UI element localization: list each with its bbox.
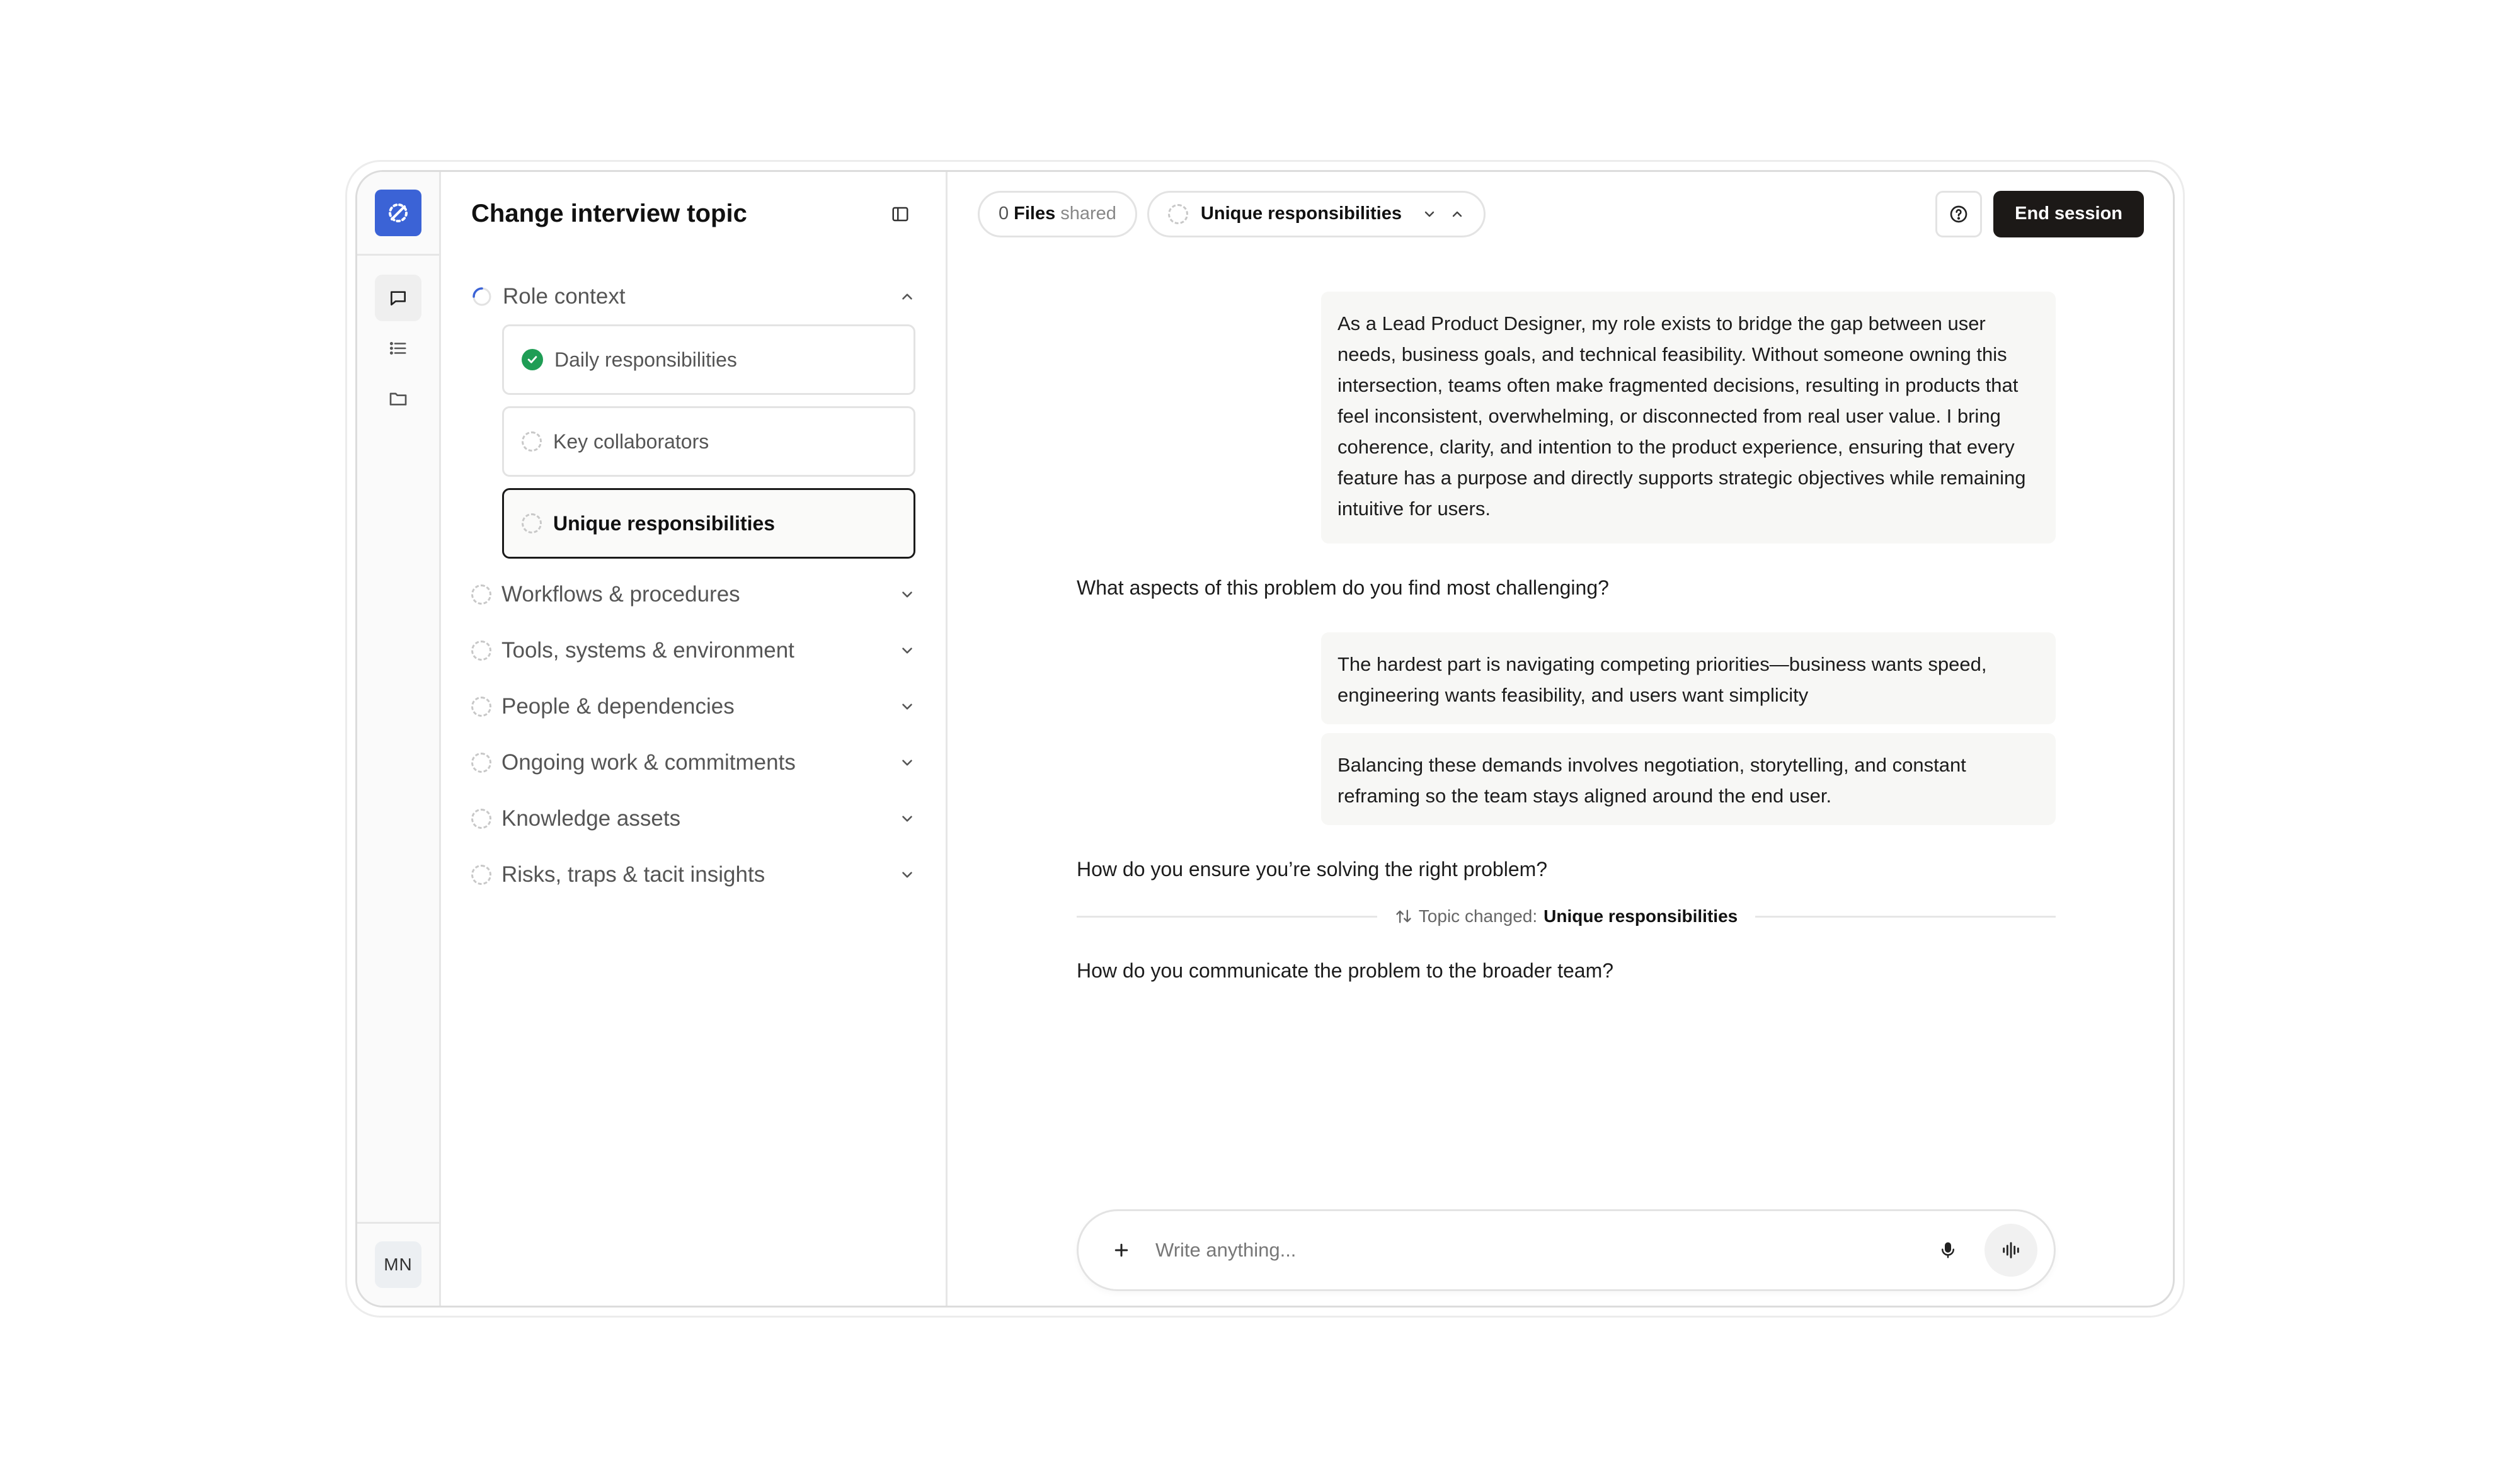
help-icon — [1949, 204, 1969, 224]
chevron-down-icon — [899, 811, 915, 827]
topic-label: Tools, systems & environment — [501, 637, 794, 663]
topic-label: People & dependencies — [501, 693, 735, 719]
swap-icon — [1395, 908, 1412, 925]
voice-mode-button[interactable] — [1984, 1224, 2037, 1277]
pending-circle-icon — [1168, 204, 1188, 224]
chevron-down-icon — [899, 867, 915, 883]
pending-circle-icon — [471, 809, 491, 829]
files-suffix: shared — [1060, 203, 1116, 224]
topic-ongoing-work-commitments[interactable] — [471, 734, 915, 790]
assistant-question: How do you communicate the problem to the broader team? — [1077, 959, 1614, 982]
chat-icon — [388, 288, 408, 308]
user-avatar[interactable]: MN — [375, 1241, 421, 1288]
sidebar-title: Change interview topic — [471, 200, 747, 227]
subtopic-daily-responsibilities[interactable] — [502, 324, 915, 395]
list-icon — [389, 339, 408, 358]
topic-changed-divider — [1077, 906, 2056, 926]
user-message: The hardest part is navigating competing priorities—business wants speed, engineering wants feasibility, and users want simplicity — [1321, 632, 2056, 724]
folder-icon — [388, 389, 408, 409]
subtopic-list — [471, 324, 915, 559]
files-count: 0 — [999, 203, 1009, 224]
chat-nav-button[interactable] — [375, 275, 421, 321]
topic-changed-prefix: Topic changed: — [1418, 906, 1538, 926]
end-session-button[interactable]: End session — [1993, 191, 2144, 237]
pending-circle-icon — [471, 753, 491, 773]
collapse-sidebar-button[interactable] — [885, 199, 915, 229]
topic-role-context[interactable] — [471, 268, 915, 324]
subtopic-label: Unique responsibilities — [553, 511, 776, 535]
attach-button[interactable] — [1108, 1236, 1135, 1264]
chat-thread — [1077, 292, 2056, 986]
topic-tools-systems-environment[interactable] — [471, 622, 915, 678]
topic-list — [441, 256, 946, 903]
user-message: Balancing these demands involves negotiation, storytelling, and constant reframing so the team stays aligned around the end user. — [1321, 733, 2056, 825]
user-message: As a Lead Product Designer, my role exists to bridge the gap between user needs, business goals, and technical feasibility. Without someone owning this intersection, teams often make fragmented decisions, resulting in products that feel inconsistent, overwhelming, or disconnected from real user value. I bring coherence, clarity, and intention to the product experience, ensuring that every feature has a purpose and directly supports strategic objectives while remaining intuitive for users. — [1321, 292, 2056, 544]
chevron-down-icon — [899, 755, 915, 771]
subtopic-label: Key collaborators — [553, 430, 709, 453]
topic-selector[interactable] — [1147, 191, 1486, 237]
pending-circle-icon — [471, 865, 491, 885]
subtopic-label: Daily responsibilities — [554, 348, 737, 371]
chevron-down-icon[interactable] — [1422, 207, 1437, 222]
topic-knowledge-assets[interactable] — [471, 790, 915, 846]
topic-sidebar — [441, 172, 948, 1306]
assistant-question: How do you ensure you’re solving the right problem? — [1077, 858, 1548, 880]
topic-risks-traps-tacit-insights[interactable] — [471, 846, 915, 903]
microphone-icon — [1939, 1241, 1957, 1260]
rail-header — [357, 172, 439, 256]
topic-label: Role context — [503, 283, 626, 309]
app-logo[interactable] — [375, 190, 421, 236]
topic-workflows-procedures[interactable] — [471, 566, 915, 622]
topic-changed-value: Unique responsibilities — [1544, 906, 1738, 926]
pending-circle-icon — [522, 431, 542, 452]
logo-icon — [386, 200, 411, 225]
sidebar-header — [441, 172, 946, 256]
pending-circle-icon — [471, 697, 491, 717]
list-nav-button[interactable] — [375, 325, 421, 372]
chevron-down-icon — [899, 698, 915, 715]
topic-people-dependencies[interactable] — [471, 678, 915, 734]
check-circle-icon — [522, 349, 543, 370]
audio-waveform-icon — [2000, 1239, 2022, 1261]
message-input[interactable] — [1155, 1239, 1929, 1262]
files-nav-button[interactable] — [375, 375, 421, 422]
microphone-button[interactable] — [1929, 1231, 1967, 1269]
help-button[interactable] — [1935, 191, 1982, 237]
in-progress-icon — [471, 286, 493, 307]
rail-footer — [357, 1222, 439, 1306]
subtopic-key-collaborators[interactable] — [502, 406, 915, 477]
topic-label: Risks, traps & tacit insights — [501, 862, 765, 887]
pending-circle-icon — [522, 513, 542, 533]
app-window — [355, 170, 2175, 1308]
top-bar — [948, 172, 2173, 256]
topic-label: Workflows & procedures — [501, 581, 740, 607]
topic-label: Ongoing work & commitments — [501, 749, 796, 775]
message-composer — [1077, 1209, 2056, 1291]
sidebar-toggle-icon — [891, 205, 910, 224]
rail-nav — [357, 256, 439, 422]
main-panel — [948, 172, 2173, 1306]
assistant-question: What aspects of this problem do you find most challenging? — [1077, 576, 1609, 599]
chevron-up-icon — [899, 288, 915, 305]
files-shared-chip[interactable] — [978, 191, 1137, 237]
pending-circle-icon — [471, 641, 491, 661]
chevron-down-icon — [899, 642, 915, 659]
files-label: Files — [1014, 203, 1056, 224]
subtopic-unique-responsibilities[interactable] — [502, 488, 915, 559]
icon-rail — [357, 172, 441, 1306]
current-topic-label: Unique responsibilities — [1200, 203, 1402, 224]
chevron-down-icon — [899, 586, 915, 603]
pending-circle-icon — [471, 584, 491, 605]
plus-icon — [1112, 1241, 1131, 1260]
chevron-up-icon[interactable] — [1450, 207, 1465, 222]
topic-label: Knowledge assets — [501, 806, 681, 831]
